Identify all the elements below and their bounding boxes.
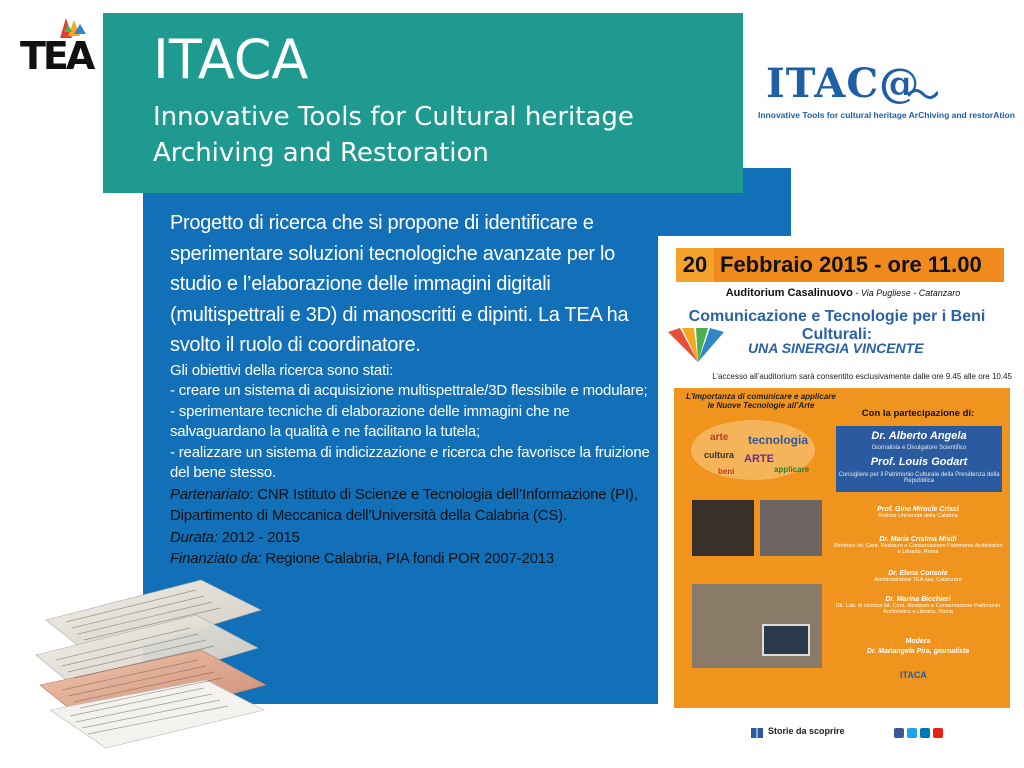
guest-role: Rettore Università della Calabria [878,513,958,519]
guest-name: Modera [905,638,931,645]
tea-logo-text: TEA [20,34,93,78]
svg-text:applicare: applicare [774,465,810,474]
subtitle-line-2: Archiving and Restoration [153,138,489,168]
speaker-role: Consigliere per il Patrimonio Culturale della Presidenza della Repubblica [838,472,1000,484]
poster-date-rest: Febbraio 2015 - ore 11.00 [720,252,982,277]
word-cloud-image [688,418,818,482]
panel-speakers [832,402,1004,702]
header-block [103,13,743,193]
svg-text:ARTE: ARTE [744,453,774,465]
objectives-list [170,361,656,484]
manuscript-photo-2 [760,500,822,556]
twitter-icon [907,728,917,738]
poster-subtitle: UNA SINERGIA VINCENTE [748,340,924,356]
objectives-title: Gli obiettivi della ricerca sono stati: [170,361,394,379]
svg-text:arte: arte [710,432,729,443]
manuscript-photo-1 [692,500,754,556]
poster-venue [688,287,998,299]
intro-paragraph: Progetto di ricerca che si propone di identificare e sperimentare soluzioni tecnologiche avanzate per lo studio e l’elaborazione delle immagini digitali (multispettrali e 3D) di manoscritti e dipinti. La TEA ha svolto il ruolo di coordinatore. [170,212,629,356]
poster-access-note: L’accesso all’auditorium sarà consentito esclusivamente dalle ore 9.45 alle ore 10.45 [712,372,1012,381]
guest-item [832,536,1004,555]
poster-date-day: 20 [676,248,714,282]
duration-label: Durata: [170,528,218,546]
guest-name: Dr. Maria Cristina Misiti [879,536,957,543]
itaca-logo-text: ITAC@ [766,60,921,107]
speaker-box [836,426,1002,492]
partners-value: : CNR Istituto di Scienze e Tecnologia dell’Informazione (PI), Dipartimento di Meccanica dell’Università della Calabria (CS). [170,485,638,524]
youtube-icon [933,728,943,738]
svg-text:beni: beni [718,467,735,476]
participation-label: Con la partecipazione di: [861,408,975,419]
linkedin-icon [920,728,930,738]
guest-name: Dr. Elena Console [888,570,948,577]
guest-name: Prof. Gino Mirocle Crisci [877,506,959,513]
manuscript-pages-image [26,560,276,750]
facebook-icon [894,728,904,738]
lab-photo [692,584,822,668]
svg-text:cultura: cultura [704,450,735,460]
funded-value: Regione Calabria, PIA fondi POR 2007-2013 [261,550,555,567]
guest-role: Amministratore TEA sas, Catanzaro [874,577,962,583]
objective-item: - sperimentare tecniche di elaborazione delle immagini che ne salvaguardano la qualità e ne facilitano la tutela; [170,402,570,440]
svg-text:tecnologia: tecnologia [748,433,809,447]
guest-name: Dr. Mariangela Pira, giornalista [866,648,970,655]
rays-icon [668,328,728,362]
poster-venue-address: - Via Pugliese - Catanzaro [852,288,961,298]
page-subtitle [153,99,713,171]
wave-icon [908,86,938,100]
speaker-name: Prof. Louis Godart [870,456,968,468]
poster-venue-name: Auditorium Casalinuovo [725,287,853,299]
poster-title: Comunicazione e Tecnologie per i Beni Culturali: [688,308,986,343]
duration-value: 2012 - 2015 [217,528,300,546]
guest-role: Direttrice Ist. Cent. Restauro e Conservazione Patrimonio Archivistico e Librario, Roma [833,543,1003,555]
event-poster [658,236,1016,748]
guest-name: Dr. Marina Bicchieri [885,596,951,603]
panel-topic: L’Importanza di comunicare e applicare le Nuove Tecnologie all’Arte [686,392,836,410]
partners-label: Partenariato [170,485,250,503]
poster-itaca-logo: ITACA [900,670,927,680]
guest-item [832,638,1004,645]
funded-label: Finanziato da: [170,550,262,567]
guest-role: Dir. Lab. di chimica Ist. Cent. Restauro e Conservazione Patrimonio Archivistico e Librario, Roma [835,603,1001,615]
body-text [170,208,656,570]
speaker-role: Giornalista e Divulgatore Scientifico [871,445,967,451]
poster-panel [674,388,1010,708]
project-credits [170,484,656,570]
guest-item [832,506,1004,519]
poster-date-banner [676,248,1004,282]
guest-item [832,570,1004,583]
objective-item: - creare un sistema di acquisizione multispettrale/3D flessibile e modulare; [170,382,648,399]
monitor-shape [762,624,810,656]
page-title: ITACA [153,28,309,91]
speaker-name: Dr. Alberto Angela [871,430,967,442]
itaca-logo [758,60,1020,130]
tea-logo [20,14,98,76]
guest-item [832,596,1004,615]
poster-footer-text: Storie da scoprire [768,726,845,736]
book-icon [750,726,764,740]
subtitle-line-1: Innovative Tools for Cultural heritage [153,102,634,132]
guest-item [832,648,1004,655]
itaca-logo-tagline: Innovative Tools for cultural heritage ArChiving and restorAtion [758,110,1015,120]
objective-item: - realizzare un sistema di indicizzazione e ricerca che favorisce la fruizione del bene stesso. [170,443,650,481]
